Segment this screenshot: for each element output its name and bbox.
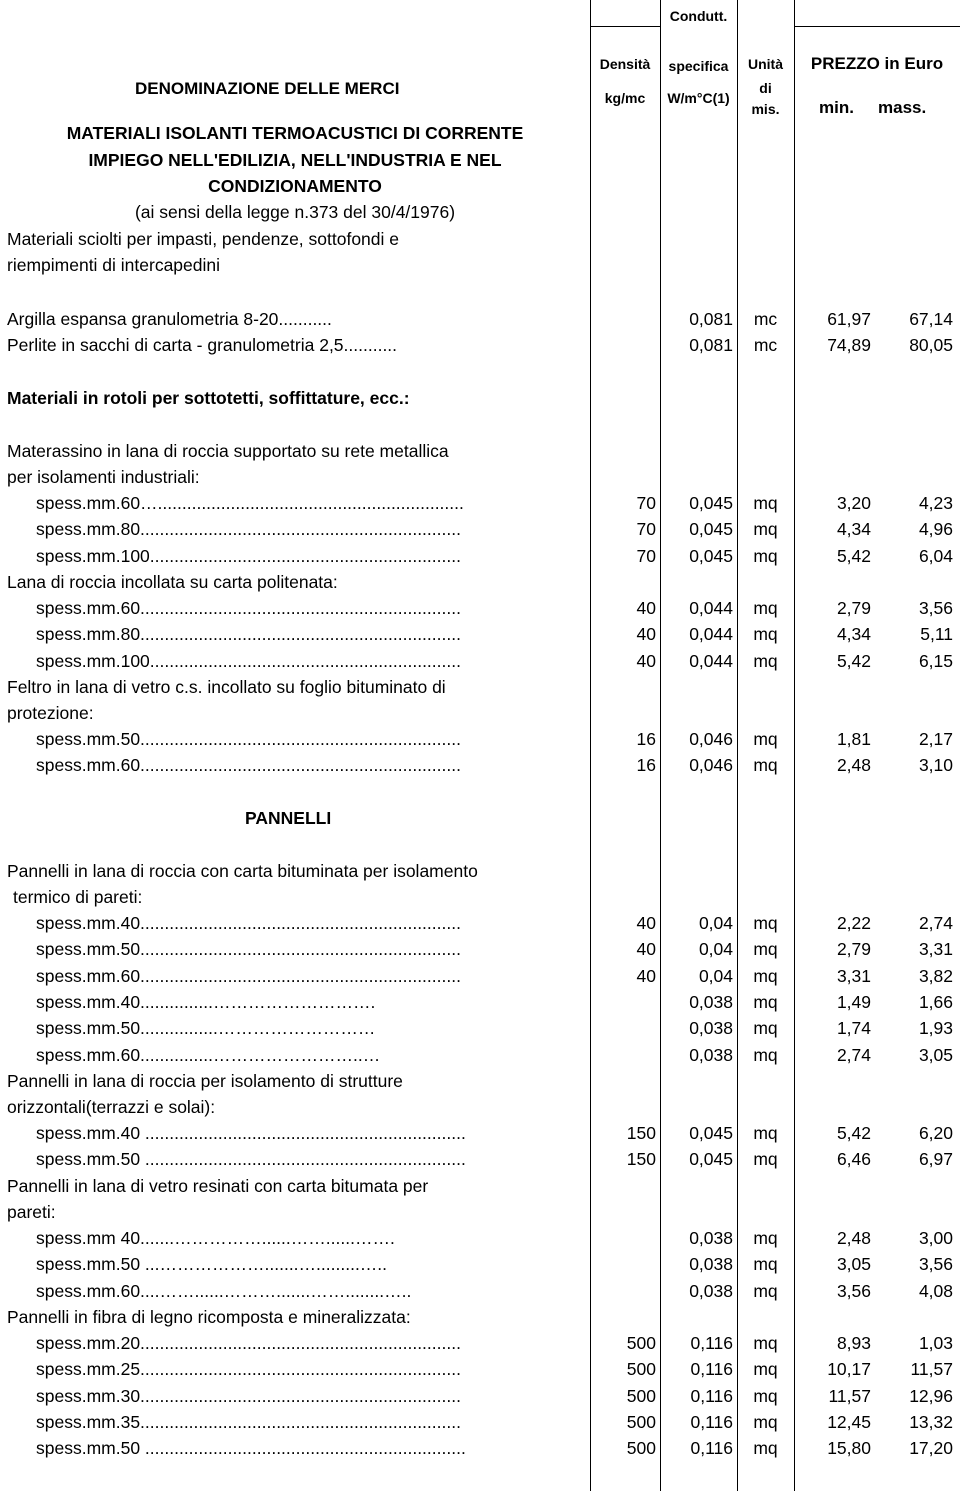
row-price-min: 5,42 bbox=[836, 1123, 871, 1143]
section-title-line: MATERIALI ISOLANTI TERMOACUSTICI DI CORRENTE bbox=[66, 123, 524, 143]
row-description: spess.mm.50................……………………… bbox=[36, 1018, 376, 1039]
row-description: spess.mm 40.......……………......……......……. bbox=[36, 1228, 395, 1248]
row-unita: mq bbox=[753, 1149, 778, 1170]
row-price-min: 3,20 bbox=[836, 493, 871, 513]
row-unita: mq bbox=[753, 1254, 778, 1275]
row-price-max: 4,23 bbox=[918, 493, 953, 513]
row-price-max: 3,05 bbox=[918, 1044, 953, 1065]
row-densita: 70 bbox=[636, 519, 656, 540]
row-price-min: 2,79 bbox=[836, 939, 871, 960]
row-price-max: 4,96 bbox=[918, 519, 953, 540]
row-description: spess.mm.60...............……………………..… bbox=[36, 1044, 381, 1065]
unita-header-di: di bbox=[759, 80, 772, 96]
denominazione-header: DENOMINAZIONE DELLE MERCI bbox=[135, 79, 400, 98]
row-price-min: 4,34 bbox=[836, 624, 871, 645]
row-unita: mq bbox=[753, 939, 778, 960]
row-unita: mq bbox=[753, 493, 778, 513]
row-conduttivita: 0,116 bbox=[690, 1359, 733, 1380]
row-price-max: 4,08 bbox=[918, 1280, 953, 1301]
row-densita: 70 bbox=[636, 545, 656, 566]
row-conduttivita: 0,044 bbox=[689, 598, 733, 618]
row-price-max: 3,31 bbox=[918, 939, 953, 960]
item-heading: pareti: bbox=[7, 1202, 56, 1222]
row-densita: 500 bbox=[626, 1359, 656, 1380]
panels-section-title: PANNELLI bbox=[245, 808, 332, 828]
row-price-min: 10,17 bbox=[827, 1359, 871, 1380]
row-densita: 40 bbox=[636, 965, 656, 986]
row-unita: mq bbox=[753, 1228, 778, 1248]
row-unita: mq bbox=[753, 1333, 778, 1353]
row-densita: 40 bbox=[636, 913, 656, 933]
row-description: spess.mm.40...............………………………. bbox=[36, 991, 376, 1012]
row-unita: mc bbox=[753, 335, 778, 356]
row-price-min: 1,49 bbox=[836, 991, 871, 1012]
category-heading: Materiali sciolti per impasti, pendenze, sottofondi e bbox=[7, 229, 400, 249]
row-unita: mc bbox=[753, 309, 778, 329]
row-price-max: 12,96 bbox=[909, 1385, 953, 1406]
item-heading: termico di pareti: bbox=[13, 887, 143, 907]
row-conduttivita: 0,045 bbox=[689, 493, 733, 513]
row-conduttivita: 0,046 bbox=[689, 755, 733, 776]
conduttivita-label: Condutt. bbox=[669, 8, 728, 24]
row-price-min: 6,46 bbox=[836, 1149, 871, 1170]
row-price-min: 1,81 bbox=[836, 729, 871, 749]
row-unita: mq bbox=[753, 1359, 778, 1380]
row-price-max: 1,66 bbox=[918, 991, 953, 1012]
row-description: spess.mm.60.................................................................. bbox=[36, 965, 461, 986]
prezzo-min-header: min. bbox=[819, 98, 854, 117]
row-conduttivita: 0,045 bbox=[689, 1123, 733, 1143]
item-heading: Pannelli in lana di roccia con carta bituminata per isolamento bbox=[7, 861, 478, 881]
row-price-min: 74,89 bbox=[827, 335, 871, 356]
row-conduttivita: 0,045 bbox=[689, 519, 733, 540]
section-title-law: (ai sensi della legge n.373 del 30/4/1976) bbox=[134, 202, 456, 222]
row-description: spess.mm.100................................................................ bbox=[36, 650, 461, 671]
item-heading: Materassino in lana di roccia supportato su rete metallica bbox=[7, 441, 449, 461]
row-description: spess.mm.50 ...……………….......….........….. bbox=[36, 1254, 388, 1275]
row-price-max: 6,15 bbox=[918, 650, 953, 671]
row-densita: 150 bbox=[626, 1123, 656, 1143]
row-unita: mq bbox=[753, 1018, 778, 1039]
row-conduttivita: 0,116 bbox=[690, 1411, 733, 1432]
row-description: spess.mm.60.................................................................. bbox=[36, 598, 461, 618]
row-description: spess.mm.80.................................................................. bbox=[36, 624, 461, 645]
row-description: spess.mm.100................................................................ bbox=[36, 545, 461, 566]
row-description: Perlite in sacchi di carta - granulometria 2,5........... bbox=[7, 335, 398, 356]
row-densita: 70 bbox=[636, 493, 656, 513]
row-price-min: 2,48 bbox=[836, 1228, 871, 1248]
row-densita: 40 bbox=[636, 650, 656, 671]
densita-header: Densità bbox=[599, 56, 651, 72]
row-conduttivita: 0,04 bbox=[698, 939, 733, 960]
row-price-max: 3,00 bbox=[918, 1228, 953, 1248]
row-price-min: 5,42 bbox=[836, 545, 871, 566]
row-conduttivita: 0,038 bbox=[689, 1044, 733, 1065]
row-conduttivita: 0,038 bbox=[689, 991, 733, 1012]
row-price-max: 1,03 bbox=[918, 1333, 953, 1353]
category-heading: riempimenti di intercapedini bbox=[7, 255, 221, 275]
row-unita: mq bbox=[753, 1044, 778, 1065]
row-price-max: 2,17 bbox=[918, 729, 953, 749]
row-price-max: 11,57 bbox=[910, 1359, 953, 1380]
row-description: spess.mm.25.................................................................. bbox=[36, 1359, 461, 1380]
row-description: spess.mm.20.................................................................. bbox=[36, 1333, 461, 1353]
row-densita: 500 bbox=[626, 1385, 656, 1406]
row-price-max: 5,11 bbox=[920, 624, 953, 645]
row-price-max: 6,97 bbox=[918, 1149, 953, 1170]
row-conduttivita: 0,116 bbox=[690, 1333, 733, 1353]
row-description: spess.mm.60....……......……….......……........….. bbox=[36, 1280, 412, 1301]
row-price-max: 3,10 bbox=[918, 755, 953, 776]
row-densita: 150 bbox=[626, 1149, 656, 1170]
row-description: spess.mm.35.................................................................. bbox=[36, 1411, 461, 1432]
row-price-max: 80,05 bbox=[909, 335, 953, 356]
row-conduttivita: 0,081 bbox=[689, 335, 733, 356]
prezzo-header: PREZZO in Euro bbox=[810, 54, 944, 73]
row-price-min: 3,05 bbox=[836, 1254, 871, 1275]
row-unita: mq bbox=[753, 755, 778, 776]
specifica-header: specifica bbox=[668, 58, 729, 74]
row-price-max: 1,93 bbox=[918, 1018, 953, 1039]
row-unita: mq bbox=[753, 1385, 778, 1406]
row-conduttivita: 0,038 bbox=[689, 1280, 733, 1301]
row-price-min: 1,74 bbox=[836, 1018, 871, 1039]
row-unita: mq bbox=[753, 913, 778, 933]
row-unita: mq bbox=[753, 545, 778, 566]
section-title-line: IMPIEGO NELL'EDILIZIA, NELL'INDUSTRIA E NEL bbox=[88, 150, 502, 170]
row-densita: 16 bbox=[636, 755, 656, 776]
row-unita: mq bbox=[753, 1438, 778, 1459]
row-unita: mq bbox=[753, 598, 778, 618]
row-price-min: 61,97 bbox=[827, 309, 871, 329]
row-unita: mq bbox=[753, 624, 778, 645]
row-price-min: 11,57 bbox=[828, 1385, 871, 1406]
row-unita: mq bbox=[753, 729, 778, 749]
row-price-min: 15,80 bbox=[827, 1438, 871, 1459]
row-price-max: 13,32 bbox=[909, 1411, 953, 1432]
row-unita: mq bbox=[753, 650, 778, 671]
row-price-max: 3,56 bbox=[918, 1254, 953, 1275]
prezzo-max-header: mass. bbox=[878, 98, 927, 117]
item-heading: orizzontali(terrazzi e solai): bbox=[7, 1097, 216, 1117]
row-price-max: 6,04 bbox=[918, 545, 953, 566]
row-description: spess.mm.50 .................................................................. bbox=[36, 1438, 466, 1459]
row-price-min: 2,79 bbox=[836, 598, 871, 618]
row-unita: mq bbox=[753, 991, 778, 1012]
row-unita: mq bbox=[753, 1280, 778, 1301]
row-densita: 500 bbox=[626, 1333, 656, 1353]
category-heading: Materiali in rotoli per sottotetti, soffittature, ecc.: bbox=[7, 388, 410, 408]
row-price-min: 5,42 bbox=[836, 650, 871, 671]
row-conduttivita: 0,04 bbox=[698, 913, 733, 933]
row-densita: 500 bbox=[626, 1411, 656, 1432]
row-densita: 16 bbox=[636, 729, 656, 749]
row-price-min: 3,31 bbox=[836, 965, 871, 986]
header-rule bbox=[794, 26, 960, 27]
row-price-min: 4,34 bbox=[836, 519, 871, 540]
row-price-max: 3,82 bbox=[918, 965, 953, 986]
row-conduttivita: 0,038 bbox=[689, 1018, 733, 1039]
row-unita: mq bbox=[753, 1411, 778, 1432]
row-description: spess.mm.40.................................................................. bbox=[36, 913, 461, 933]
row-densita: 40 bbox=[636, 939, 656, 960]
row-description: spess.mm.60.................................................................. bbox=[36, 755, 461, 776]
row-unita: mq bbox=[753, 965, 778, 986]
item-heading: protezione: bbox=[7, 703, 94, 723]
row-conduttivita: 0,116 bbox=[690, 1385, 733, 1406]
row-conduttivita: 0,038 bbox=[689, 1228, 733, 1248]
row-description: spess.mm.50 .................................................................. bbox=[36, 1149, 466, 1170]
row-conduttivita: 0,046 bbox=[689, 729, 733, 749]
row-conduttivita: 0,04 bbox=[698, 965, 733, 986]
row-description: spess.mm.50.................................................................. bbox=[36, 939, 461, 960]
row-price-max: 6,20 bbox=[918, 1123, 953, 1143]
specifica-unit: W/m°C(1) bbox=[667, 90, 730, 106]
row-conduttivita: 0,045 bbox=[689, 1149, 733, 1170]
row-conduttivita: 0,044 bbox=[689, 650, 733, 671]
row-price-max: 17,20 bbox=[909, 1438, 953, 1459]
row-densita: 40 bbox=[636, 624, 656, 645]
item-heading: Lana di roccia incollata su carta politenata: bbox=[7, 572, 338, 592]
row-densita: 40 bbox=[636, 598, 656, 618]
row-unita: mq bbox=[753, 519, 778, 540]
row-price-min: 3,56 bbox=[836, 1280, 871, 1301]
row-price-min: 2,22 bbox=[836, 913, 871, 933]
row-price-max: 3,56 bbox=[918, 598, 953, 618]
row-description: spess.mm.40 .................................................................. bbox=[36, 1123, 466, 1143]
unita-header-mis: mis. bbox=[751, 101, 780, 117]
row-price-min: 2,48 bbox=[836, 755, 871, 776]
row-description: spess.mm.80.................................................................. bbox=[36, 519, 461, 540]
row-conduttivita: 0,038 bbox=[689, 1254, 733, 1275]
unita-header: Unità bbox=[748, 56, 783, 72]
item-heading: Pannelli in lana di vetro resinati con carta bitumata per bbox=[7, 1176, 429, 1196]
row-conduttivita: 0,081 bbox=[689, 309, 733, 329]
row-unita: mq bbox=[753, 1123, 778, 1143]
item-heading: Pannelli in lana di roccia per isolamento di strutture bbox=[7, 1071, 403, 1091]
row-densita: 500 bbox=[626, 1438, 656, 1459]
row-price-min: 8,93 bbox=[836, 1333, 871, 1353]
row-price-min: 12,45 bbox=[827, 1411, 871, 1432]
densita-unit: kg/mc bbox=[604, 90, 646, 106]
section-title-line: CONDIZIONAMENTO bbox=[208, 176, 382, 196]
row-price-min: 2,74 bbox=[836, 1044, 871, 1065]
row-price-max: 2,74 bbox=[918, 913, 953, 933]
row-description: spess.mm.30.................................................................. bbox=[36, 1385, 461, 1406]
row-conduttivita: 0,116 bbox=[690, 1438, 733, 1459]
row-conduttivita: 0,044 bbox=[689, 624, 733, 645]
row-description: spess.mm.50.................................................................. bbox=[36, 729, 461, 749]
header-rule bbox=[590, 26, 660, 27]
item-heading: Pannelli in fibra di legno ricomposta e mineralizzata: bbox=[7, 1307, 411, 1327]
row-price-max: 67,14 bbox=[909, 309, 953, 329]
row-conduttivita: 0,045 bbox=[689, 545, 733, 566]
row-description: Argilla espansa granulometria 8-20........... bbox=[7, 309, 332, 329]
item-heading: Feltro in lana di vetro c.s. incollato su foglio bituminato di bbox=[7, 677, 446, 697]
row-description: spess.mm.60…............................................................... bbox=[36, 493, 464, 513]
item-heading: per isolamenti industriali: bbox=[7, 467, 200, 487]
